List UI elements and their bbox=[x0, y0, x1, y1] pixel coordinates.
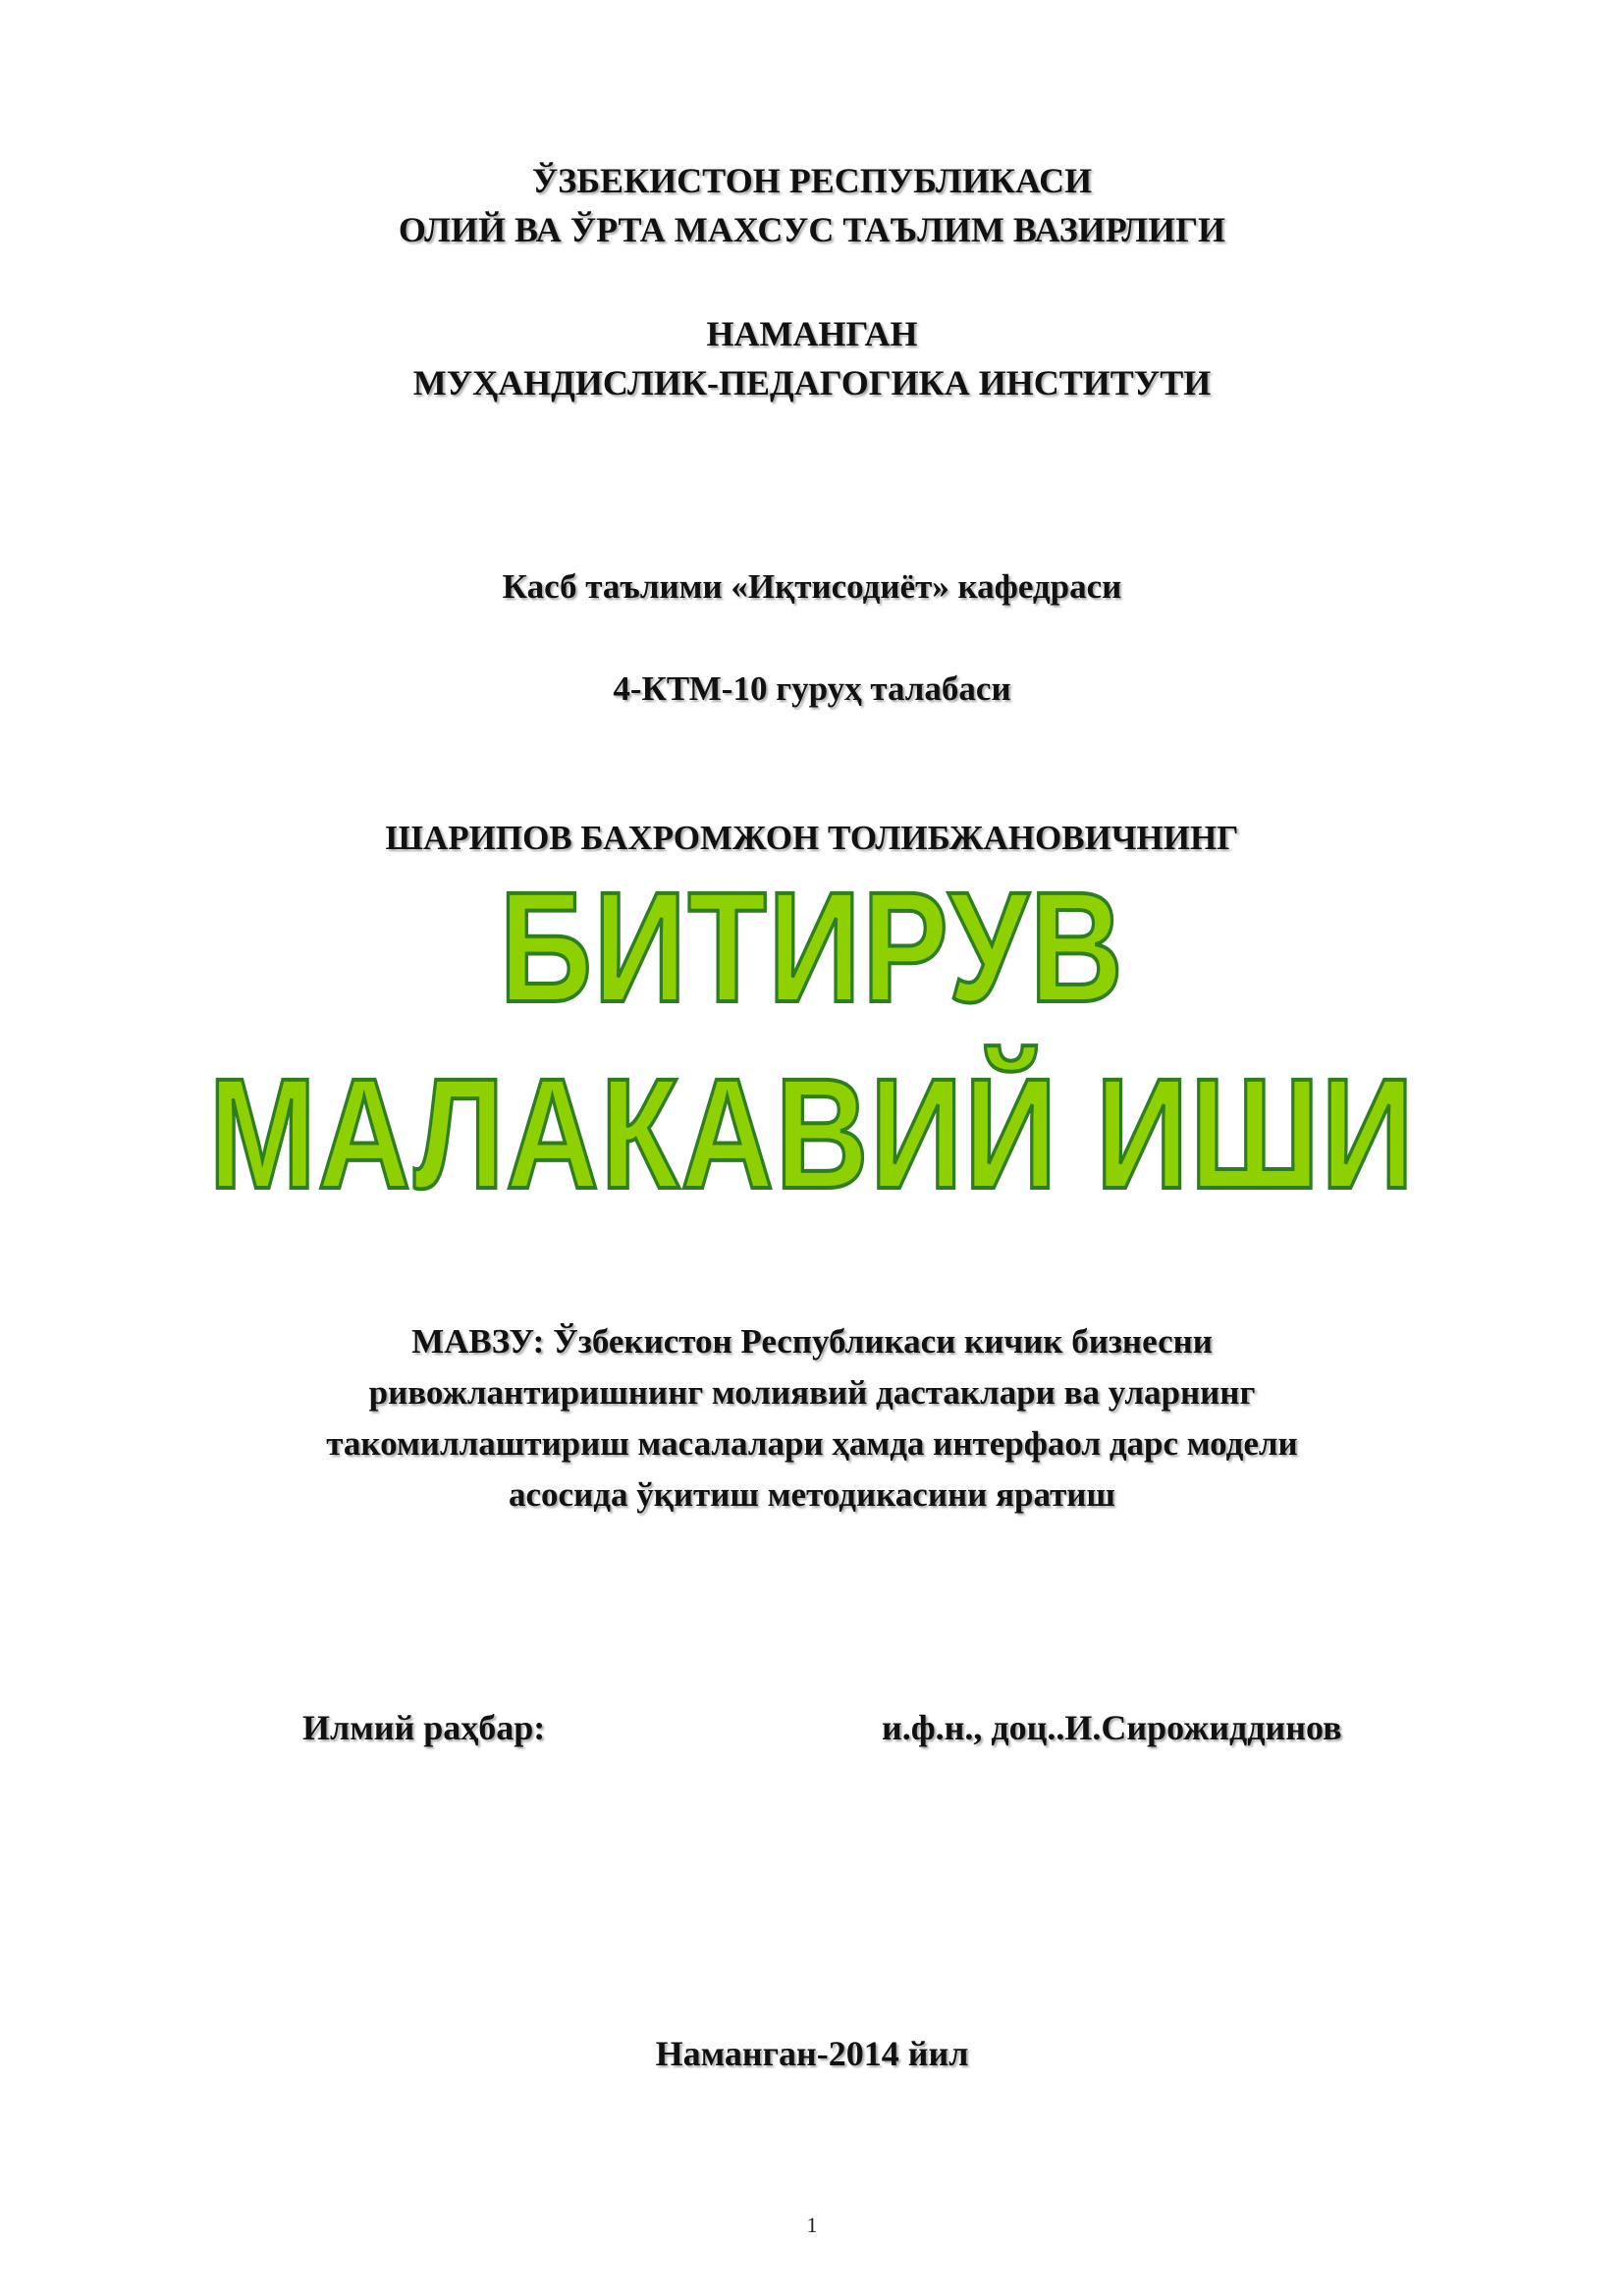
student-name: ШАРИПОВ БАХРОМЖОН ТОЛИБЖАНОВИЧНИНГ bbox=[385, 819, 1239, 857]
place-year: Наманган-2014 йил bbox=[655, 2034, 969, 2073]
topic-line-3: такомиллаштириш масалалари ҳамда интерфаол дарс модели bbox=[326, 1424, 1298, 1463]
page-number: 1 bbox=[806, 2213, 818, 2237]
work-title-line-2: МАЛАКАВИЙ ИШИ bbox=[208, 1045, 1416, 1221]
student-group: 4-КТМ-10 гуруҳ талабаси bbox=[613, 669, 1011, 708]
topic-line-2: ривожлантиришнинг молиявий дастаклари ва уларнинг bbox=[368, 1373, 1256, 1412]
topic-line-1: МАВЗУ: Ўзбекистон Республикаси кичик бизнесни bbox=[411, 1322, 1213, 1361]
advisor-label: Илмий раҳбар: bbox=[302, 1708, 546, 1747]
department-name: Касб таълими «Иқтисодиёт» кафедраси bbox=[502, 567, 1122, 606]
ministry-line-1: ЎЗБЕКИСТОН РЕСПУБЛИКАСИ bbox=[531, 161, 1093, 200]
institute-line-2: МУҲАНДИСЛИК-ПЕДАГОГИКА ИНСТИТУТИ bbox=[412, 363, 1212, 402]
work-title-line-1: БИТИРУВ bbox=[499, 859, 1125, 1035]
institute-line-1: НАМАНГАН bbox=[706, 314, 918, 353]
topic-line-4: асосида ўқитиш методикасини яратиш bbox=[509, 1475, 1115, 1514]
ministry-line-2: ОЛИЙ ВА ЎРТА МАХСУС ТАЪЛИМ ВАЗИРЛИГИ bbox=[398, 210, 1226, 249]
advisor-name: и.ф.н., доц..И.Сирожиддинов bbox=[882, 1708, 1342, 1747]
